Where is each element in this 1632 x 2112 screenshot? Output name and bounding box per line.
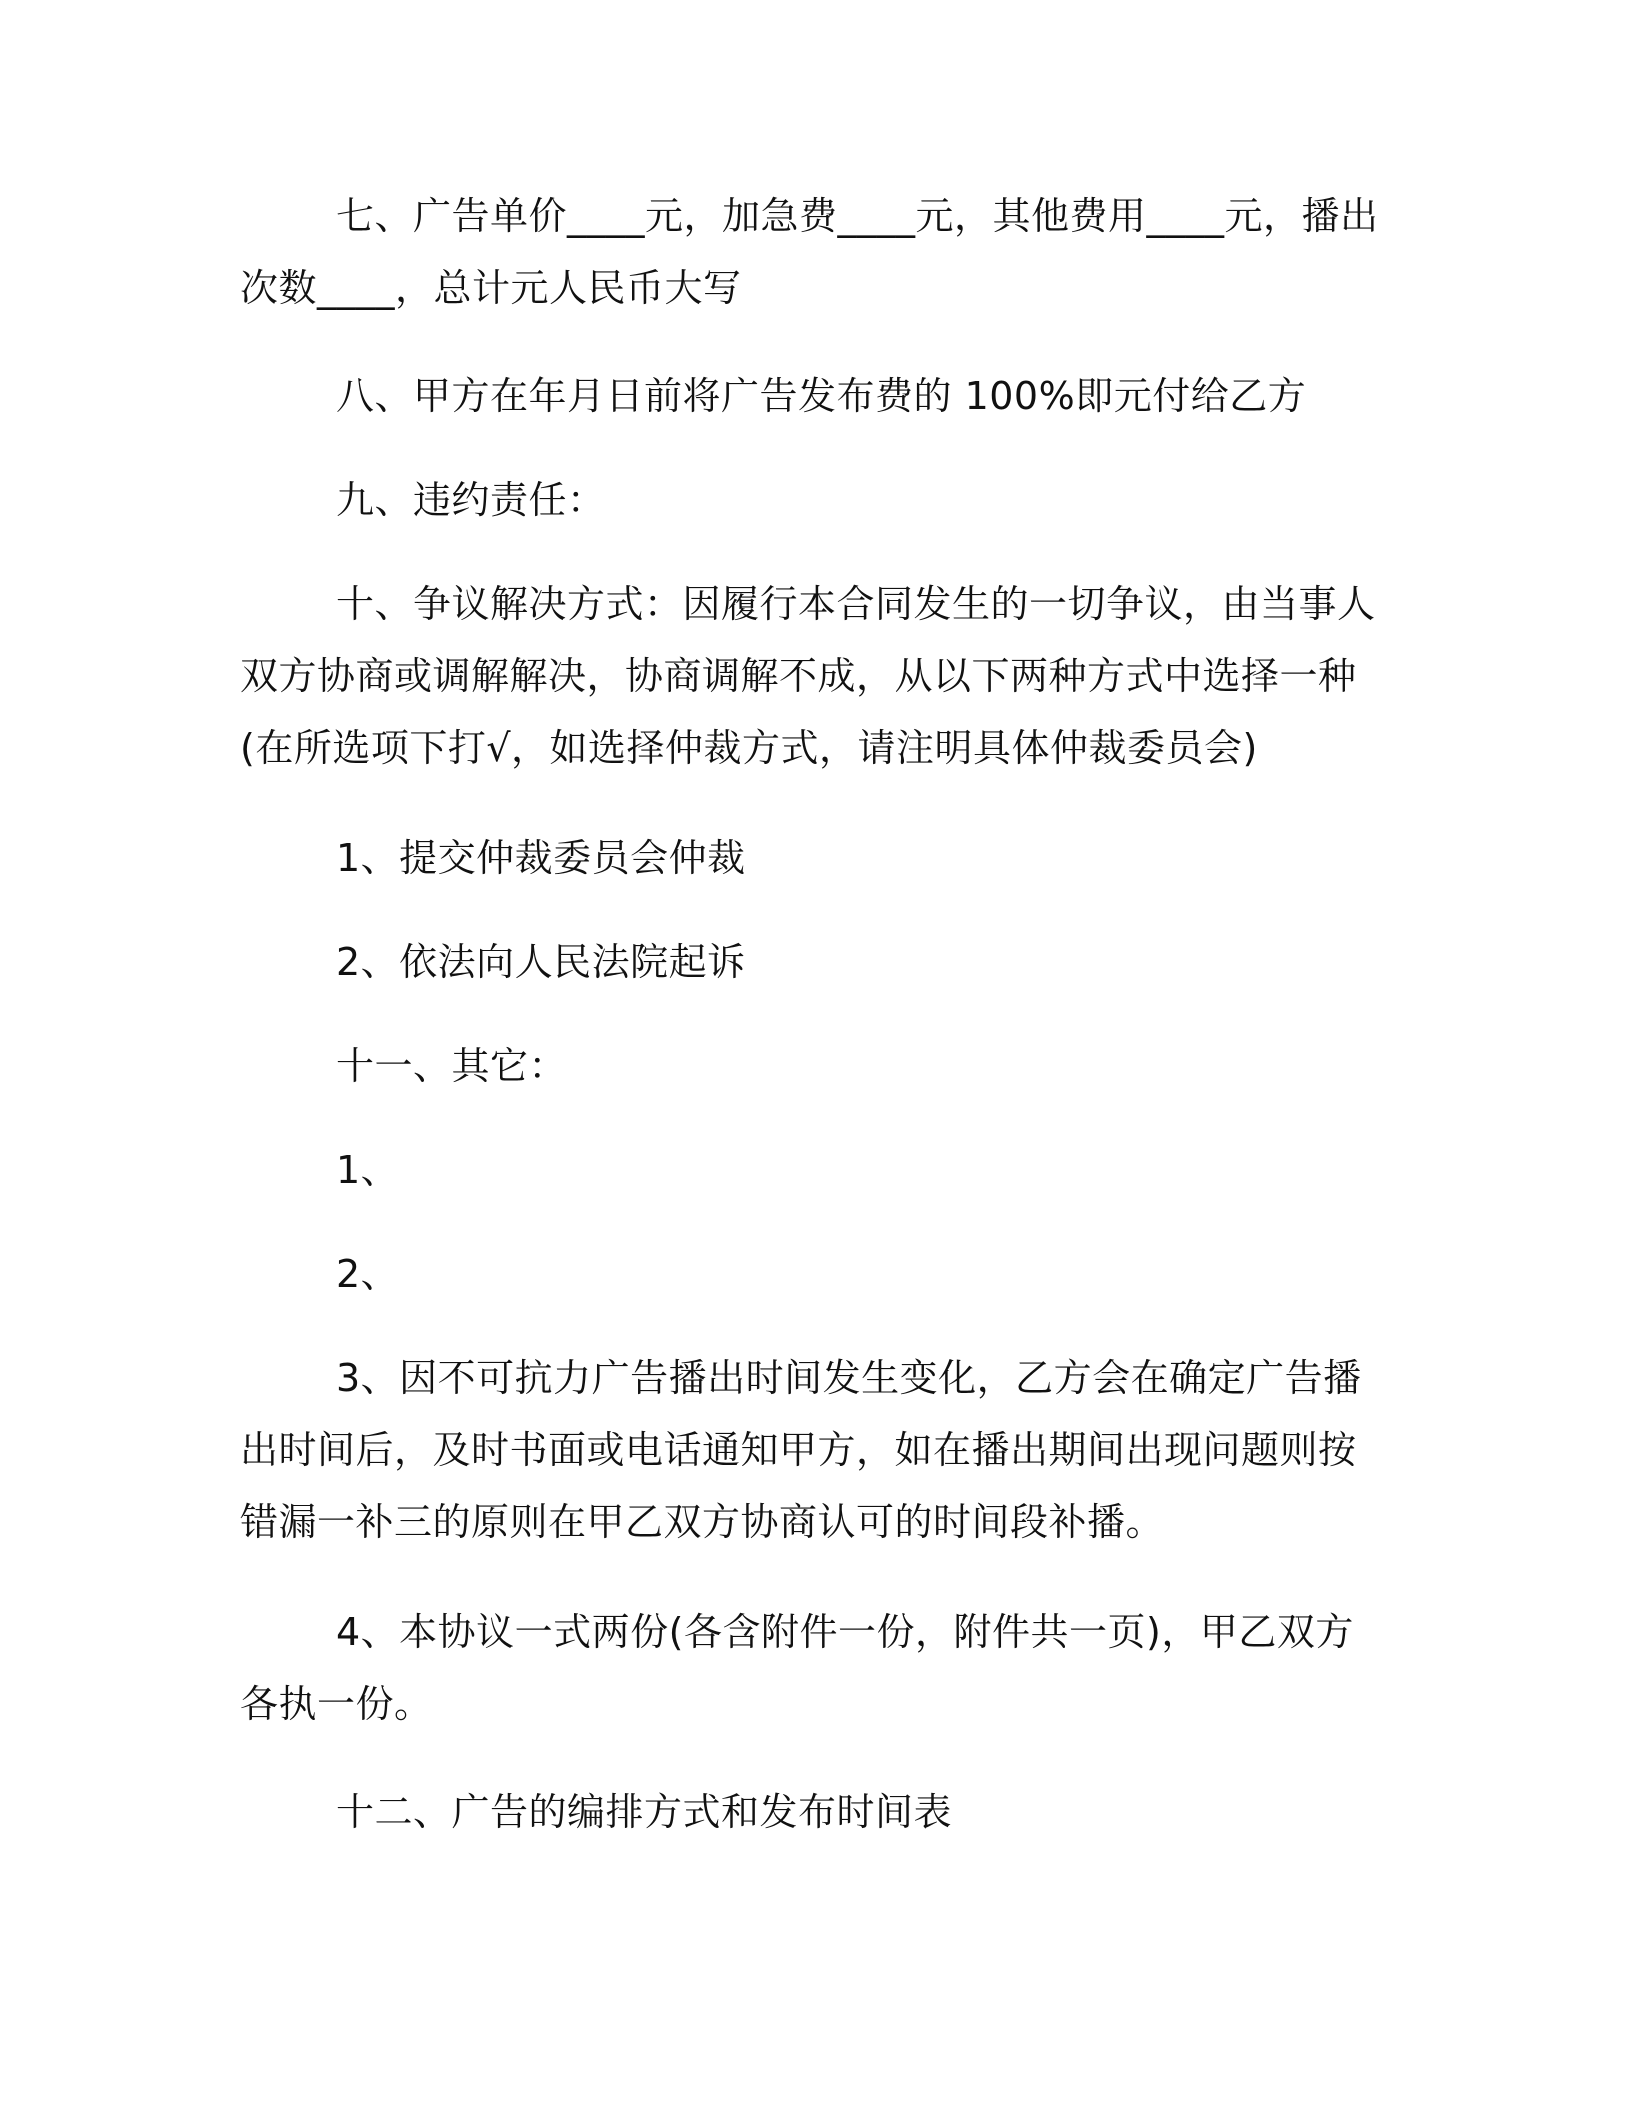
- clause-11-other: 十一、其它：: [336, 1044, 568, 1088]
- dispute-option-2: 2、依法向人民法院起诉: [336, 940, 746, 984]
- clause-12-schedule: 十二、广告的编排方式和发布时间表: [336, 1790, 953, 1834]
- other-item-1: 1、: [336, 1148, 400, 1192]
- clause-8-payment: 八、甲方在年月日前将广告发布费的 100%即元付给乙方: [336, 374, 1307, 418]
- clause-9-liability: 九、违约责任：: [336, 478, 606, 522]
- other-item-3-force-majeure: 3、因不可抗力广告播出时间发生变化，乙方会在确定广告播出时间后，及时书面或电话通知甲方，如在播出期间出现问题则按错漏一补三的原则在甲乙双方协商认可的时间段补播。: [240, 1356, 1362, 1544]
- other-item-2: 2、: [336, 1252, 400, 1296]
- dispute-option-1: 1、提交仲裁委员会仲裁: [336, 836, 746, 880]
- clause-10-dispute-resolution: 十、争议解决方式：因履行本合同发生的一切争议，由当事人双方协商或调解解决，协商调解不成，从以下两种方式中选择一种(在所选项下打√，如选择仲裁方式，请注明具体仲裁委员会): [240, 582, 1376, 770]
- clause-7-pricing: 七、广告单价____元，加急费____元，其他费用____元，播出次数____，总计元人民币大写: [240, 194, 1379, 310]
- other-item-4-copies: 4、本协议一式两份(各含附件一份，附件共一页)，甲乙双方各执一份。: [240, 1610, 1354, 1726]
